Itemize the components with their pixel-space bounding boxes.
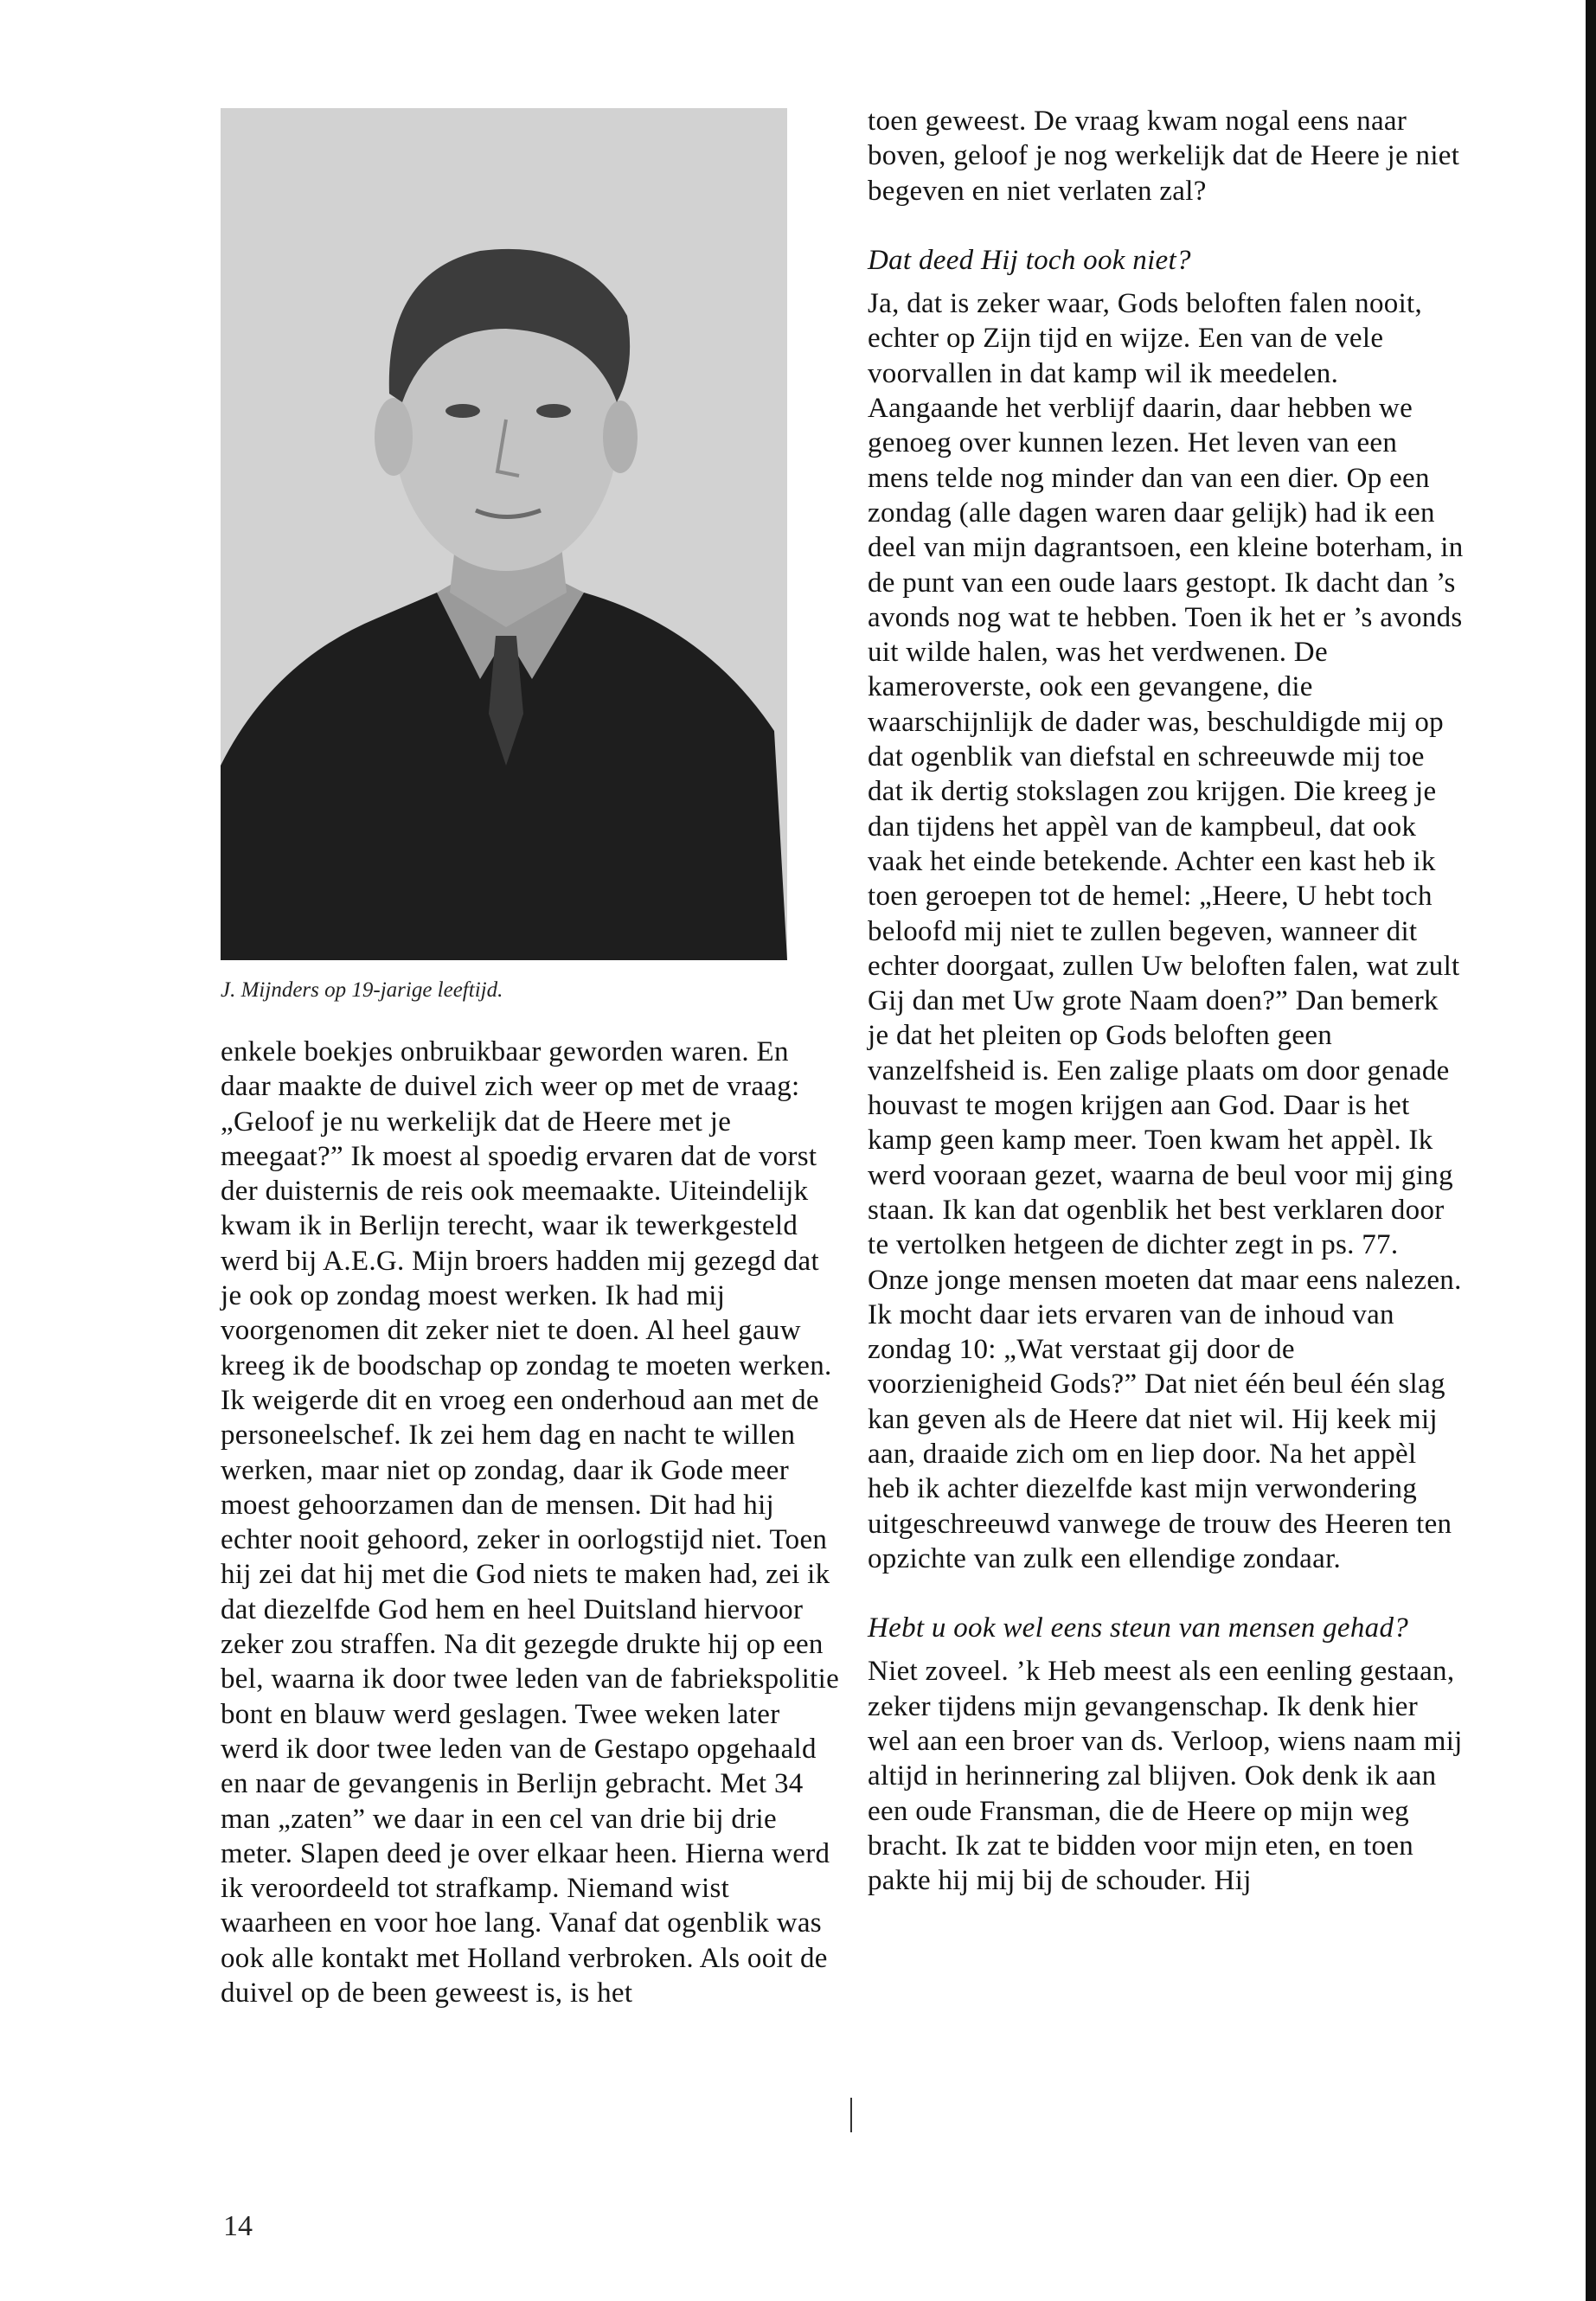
left-column	[221, 1035, 843, 2010]
interview-question-2: Hebt u ook wel eens steun van mensen gehad?	[868, 1612, 1409, 1644]
interview-answer-2: Niet zoveel. ’k Heb meest als een eenling gestaan, zeker tijdens mijn gevangenschap. Ik denk hier wel aan een broer van ds. Verloop, wiens naam mij altijd in herinnering zal blijven. Ook denk ik aan een oude Fransman, die de Heere op mijn weg bracht. Ik zat te bidden voor mijn eten, en toen pakte hij mij bij de schouder. Hij	[868, 1656, 1463, 1897]
interview-question-1: Dat deed Hij toch ook niet?	[868, 244, 1191, 276]
portrait-photo	[221, 108, 787, 960]
portrait-image	[221, 108, 787, 960]
column-rule	[850, 2098, 852, 2132]
right-paragraph-1: toen geweest. De vraag kwam nogal eens naar boven, geloof je nog werkelijk dat de Heere je niet begeven en niet verlaten zal?	[868, 106, 1460, 207]
page-number: 14	[223, 2210, 253, 2242]
right-column	[868, 104, 1465, 1899]
left-paragraph: enkele boekjes onbruikbaar geworden waren. En daar maakte de duivel zich weer op met de vraag: „Geloof je nu werkelijk dat de Heere met je meegaat?” Ik moest al spoedig ervaren dat de vorst der duisternis de reis ook meemaakte. Uiteindelijk kwam ik in Berlijn terecht, waar ik tewerkgesteld werd bij A.E.G. Mijn broers hadden mij gezegd dat je ook op zondag moest werken. Ik had mij voorgenomen dit zeker niet te doen. Al heel gauw kreeg ik de boodschap op zondag te moeten werken. Ik weigerde dit en vroeg een onderhoud aan met de personeelschef. Ik zei hem dag en nacht te willen werken, maar niet op zondag, daar ik Gode meer moest gehoorzamen dan de mensen. Dit had hij echter nooit gehoord, zeker in oorlogstijd niet. Toen hij zei dat hij met die God niets te maken had, zei ik dat diezelfde God hem en heel Duitsland hiervoor zeker zou straffen. Na dit gezegde drukte hij op een bel, waarna ik door twee leden van de fabriekspolitie bont en blauw werd geslagen. Twee weken later werd ik door twee leden van de Gestapo opgehaald en naar de gevangenis in Berlijn gebracht. Met 34 man „zaten” we daar in een cel van drie bij drie meter. Slapen deed je over elkaar heen. Hierna werd ik veroordeeld tot strafkamp. Niemand wist waarheen en voor hoe lang. Vanaf dat ogenblik was ook alle kontakt met Holland verbroken. Als ooit de duivel op de been geweest is, is het	[221, 1036, 840, 2009]
photo-caption: J. Mijnders op 19-jarige leeftijd.	[221, 978, 503, 1002]
page-edge-bar	[1586, 0, 1596, 2301]
interview-answer-1: Ja, dat is zeker waar, Gods beloften falen nooit, echter op Zijn tijd en wijze. Een van de vele voorvallen in dat kamp wil ik meedelen. Aangaande het verblijf daarin, daar hebben we genoeg over kunnen lezen. Het leven van een mens telde nog minder dan van een dier. Op een zondag (alle dagen waren daar gelijk) had ik een deel van mijn dagrantsoen, een kleine boterham, in de punt van een oude laars gestopt. Ik dacht dan ’s avonds nog wat te hebben. Toen ik het er ’s avonds uit wilde halen, was het verdwenen. De kameroverste, ook een gevangene, die waarschijnlijk de dader was, beschuldigde mij op dat ogenblik van diefstal en schreeuwde mij toe dat ik dertig stokslagen zou krijgen. Die kreeg je dan tijdens het appèl van de kampbeul, dat ook vaak het einde betekende. Achter een kast heb ik toen geroepen tot de hemel: „Heere, U hebt toch beloofd mij niet te zullen begeven, wanneer dit echter doorgaat, zullen Uw beloften falen, wat zult Gij dan met Uw grote Naam doen?” Dan bemerk je dat het pleiten op Gods beloften geen vanzelfsheid is. Een zalige plaats om door genade houvast te mogen krijgen aan God. Daar is het kamp geen kamp meer. Toen kwam het appèl. Ik werd vooraan gezet, waarna de beul voor mij ging staan. Ik kan dat ogenblik het best verklaren door te vertolken hetgeen de dichter zegt in ps. 77. Onze jonge mensen moeten dat maar eens nalezen. Ik mocht daar iets ervaren van de inhoud van zondag 10: „Wat verstaat gij door de voorzienigheid Gods?” Dat niet één beul één slag kan geven als de Heere dat niet wil. Hij keek mij aan, draaide zich om en liep door. Na het appèl heb ik achter diezelfde kast mijn verwondering uitgeschreeuwd vanwege de trouw des Heeren ten opzichte van zulk een ellendige zondaar.	[868, 288, 1464, 1574]
